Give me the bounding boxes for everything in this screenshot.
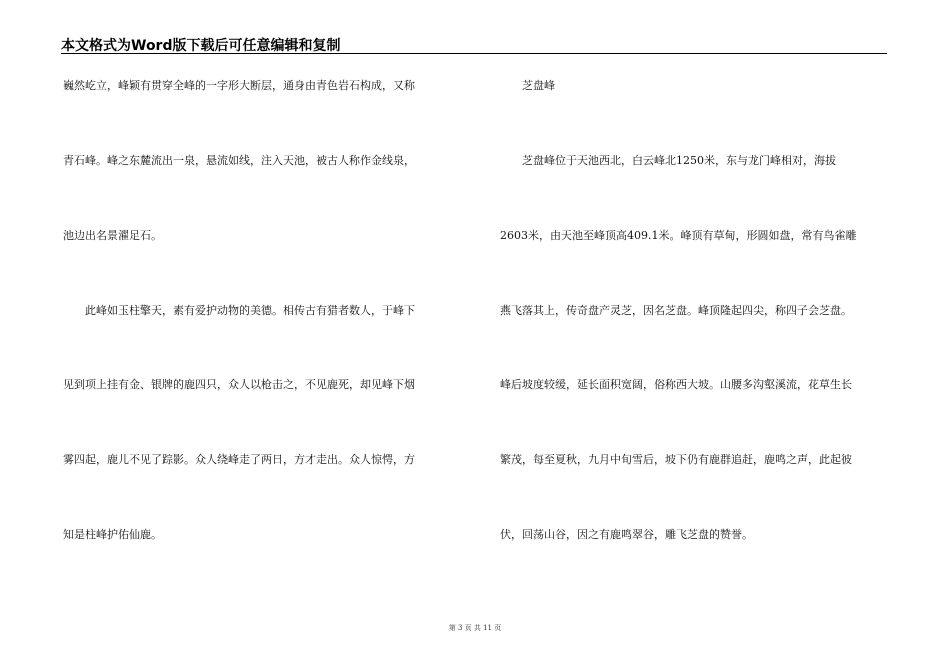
page-number: 第 3 页 共 11 页 (448, 624, 502, 632)
paragraph-line: 此峰如玉柱擎天，素有爱护动物的美德。相传古有猎者数人，于峰下 (63, 304, 415, 317)
paragraph-line: 峰后坡度较缓，延长面积宽阔，俗称西大坡。山腰多沟壑溪流，花草生长 (500, 378, 852, 391)
paragraph-line: 2603米，由天池至峰顶高409.1米。峰顶有草甸，形圆如盘，常有鸟雀雕 (500, 229, 857, 242)
paragraph-line: 繁茂，每至夏秋，九月中旬雪后，坡下仍有鹿群追赶，鹿鸣之声，此起彼 (500, 453, 852, 466)
section-heading: 芝盘峰 (500, 79, 555, 92)
paragraph-line: 巍然屹立，峰颖有贯穿全峰的一字形大断层，通身由青色岩石构成，又称 (63, 79, 415, 92)
paragraph-line: 伏，回荡山谷，因之有鹿鸣翠谷，雕飞芝盘的赞誉。 (500, 528, 753, 541)
header-divider (61, 53, 887, 54)
paragraph-line: 雾四起，鹿儿不见了踪影。众人绕峰走了两日，方才走出。众人惊愕，方 (63, 453, 415, 466)
paragraph-line: 池边出名景濯足石。 (63, 229, 162, 242)
paragraph-line: 青石峰。峰之东麓流出一泉，悬流如线，注入天池，被古人称作金线泉， (63, 154, 415, 167)
paragraph-line: 燕飞落其上，传奇盘产灵芝，因名芝盘。峰顶隆起四尖，称四子会芝盘。 (500, 304, 852, 317)
document-header-title: 本文格式为Word版下载后可任意编辑和复制 (61, 38, 341, 54)
paragraph-line: 芝盘峰位于天池西北，白云峰北1250米，东与龙门峰相对，海拔 (500, 154, 836, 167)
paragraph-line: 见到项上挂有金、银牌的鹿四只，众人以枪击之，不见鹿死，却见峰下烟 (63, 378, 415, 391)
paragraph-line: 知是柱峰护佑仙鹿。 (63, 528, 162, 541)
